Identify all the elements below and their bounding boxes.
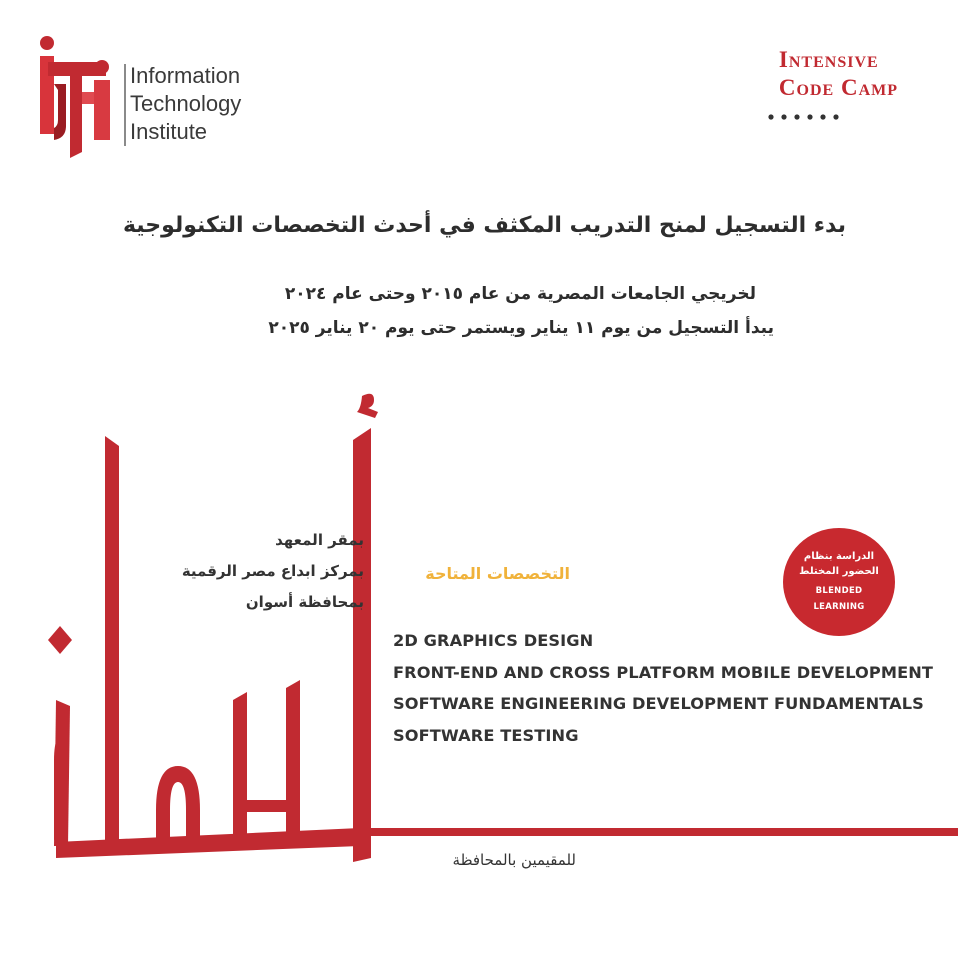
badge-en-line-2: LEARNING — [813, 602, 865, 612]
institute-name — [130, 62, 241, 146]
institute-line-2: Technology — [130, 91, 242, 116]
residents-note: للمقيمين بالمحافظة — [452, 851, 576, 869]
tracks-title: التخصصات المتاحة — [425, 564, 570, 583]
code-camp-title — [779, 46, 898, 102]
institute-line-3: Institute — [130, 119, 208, 144]
tracks-list — [393, 631, 933, 757]
dots-ornament — [767, 113, 839, 121]
iti-logo-icon — [36, 34, 118, 160]
code-camp-line-2: Code Camp — [778, 75, 898, 100]
eligibility-text: لخريجي الجامعات المصرية من عام ٢٠١٥ وحتى عام ٢٠٢٤ — [284, 284, 756, 304]
registration-dates: يبدأ التسجيل من يوم ١١ يناير ويستمر حتى يوم ٢٠ يناير ٢٠٢٥ — [268, 318, 774, 338]
badge-en-line-1: BLENDED — [815, 586, 863, 596]
institute-line-1: Information — [130, 63, 241, 88]
track-item: FRONT-END AND CROSS PLATFORM MOBILE DEVELOPMENT — [393, 662, 934, 682]
location-line-2: بمركز ابداع مصر الرقمية — [181, 562, 364, 580]
code-camp-line-1: Intensive — [778, 47, 879, 72]
headline: بدء التسجيل لمنح التدريب المكثف في أحدث التخصصات التكنولوجية — [122, 213, 846, 238]
track-item: SOFTWARE TESTING — [393, 725, 579, 745]
track-item: 2D GRAPHICS DESIGN — [393, 631, 594, 650]
location-line-1: بمقر المعهد — [275, 531, 364, 549]
badge-ar-line-2: الحضور المختلط — [799, 566, 879, 577]
track-item: SOFTWARE ENGINEERING DEVELOPMENT FUNDAMENTALS — [393, 694, 924, 713]
blended-learning-badge — [783, 528, 895, 636]
logo-divider — [124, 64, 126, 146]
location-line-3: بمحافظة أسوان — [245, 593, 364, 611]
badge-ar-line-1: الدراسة بنظام — [803, 551, 875, 562]
